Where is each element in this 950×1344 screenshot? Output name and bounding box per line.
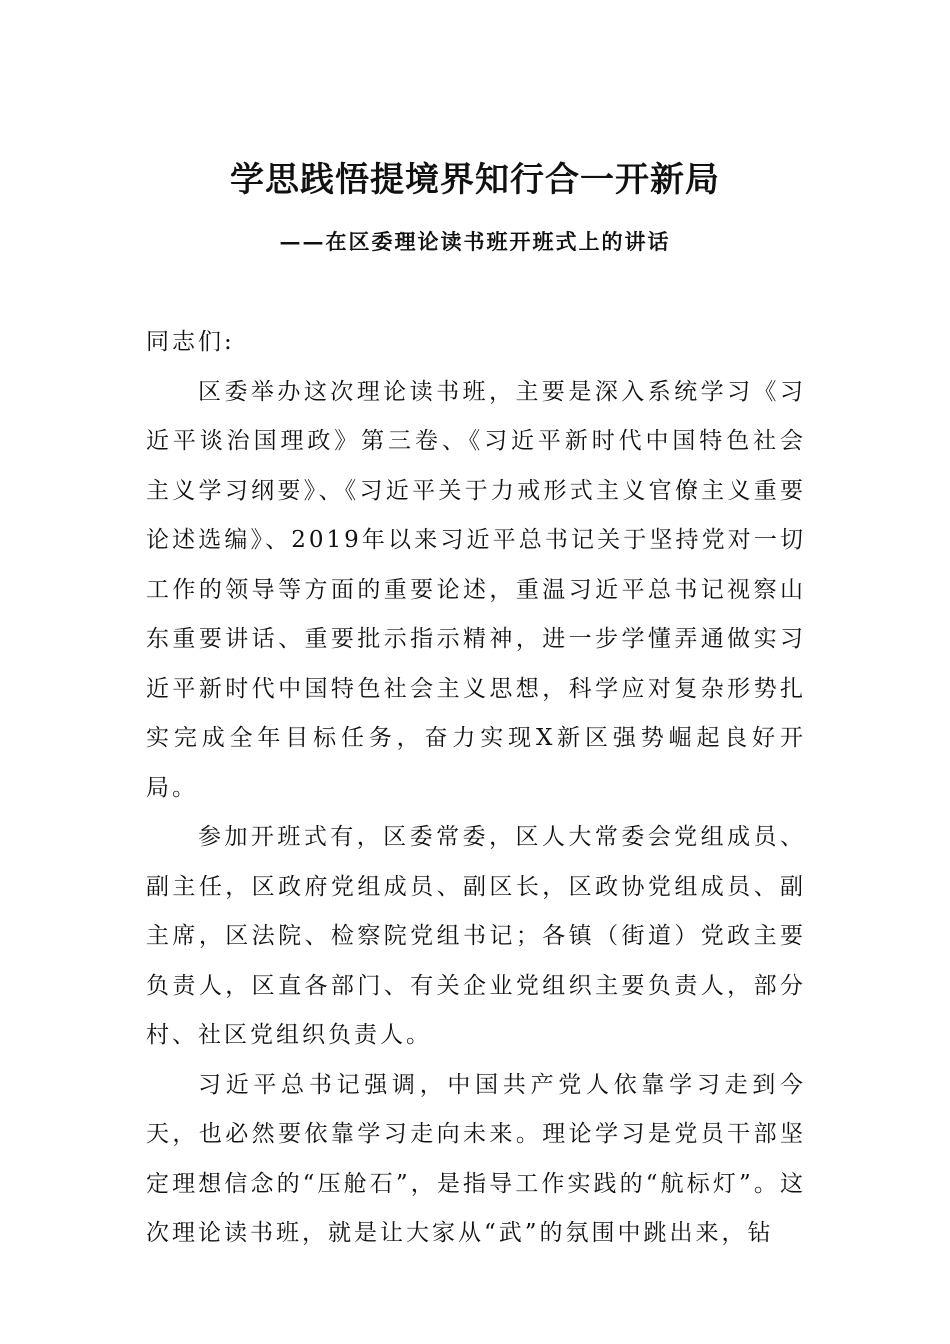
- paragraph-1: 区委举办这次理论读书班，主要是深入系统学习《习近平谈治国理政》第三卷、《习近平新时代中国特色社会主义学习纲要》、《习近平关于力戒形式主义官僚主义重要论述选编》、2019年以来习近平总书记关于坚持党对一切工作的领导等方面的重要论述，重温习近平总书记视察山东重要讲话、重要批示指示精神，进一步学懂弄通做实习近平新时代中国特色社会主义思想，科学应对复杂形势扎实完成全年目标任务，奋力实现X新区强势崛起良好开局。: [146, 378, 806, 801]
- document-body: [146, 318, 806, 1259]
- paragraph-3: 习近平总书记强调，中国共产党人依靠学习走到今天，也必然要依靠学习走向未来。理论学习是党员干部坚定理想信念的“压舱石”，是指导工作实践的“航标灯”。这次理论读书班，就是让大家从“武”的氛围中跳出来，钻: [146, 1071, 806, 1246]
- document-title: 学思践悟提境界知行合一开新局: [230, 160, 720, 200]
- salutation: 同志们:: [146, 329, 235, 355]
- document-subtitle: ——在区委理论读书班开班式上的讲话: [279, 229, 671, 254]
- paragraph-2: 参加开班式有，区委常委，区人大常委会党组成员、副主任，区政府党组成员、副区长，区政协党组成员、副主席，区法院、检察院党组书记；各镇（街道）党政主要负责人，区直各部门、有关企业党组织主要负责人，部分村、社区党组织负责人。: [146, 824, 806, 1048]
